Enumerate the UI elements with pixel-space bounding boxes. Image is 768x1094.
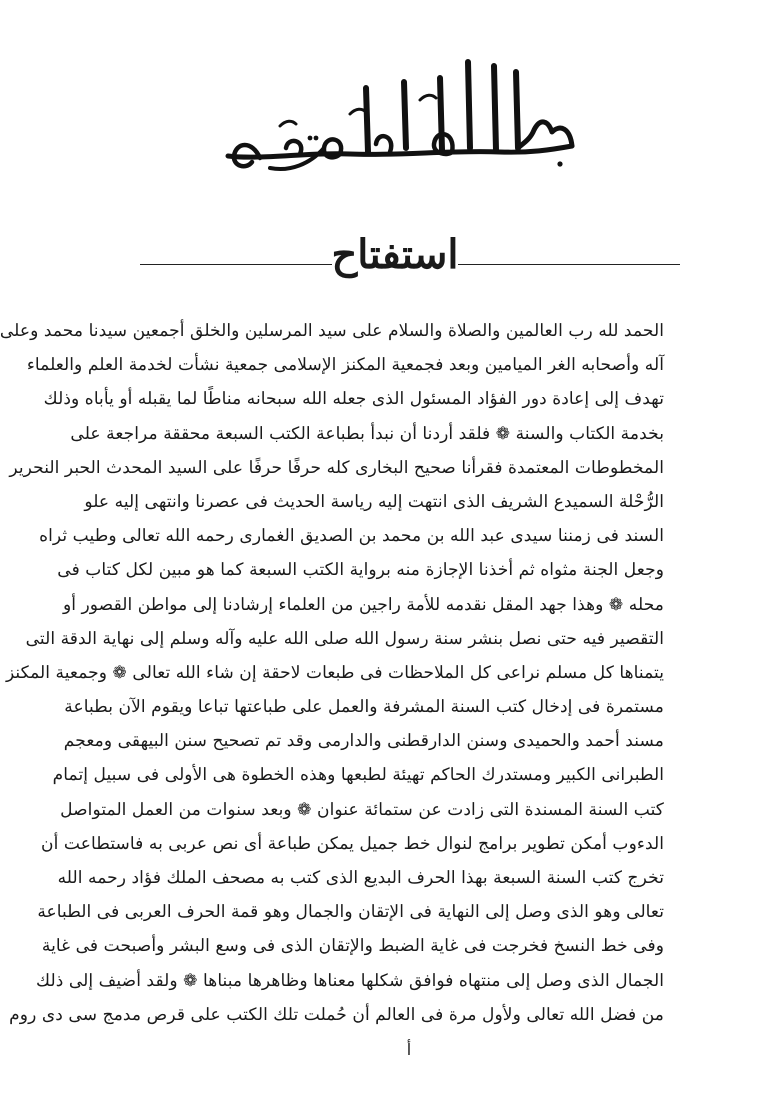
text-line: الحمد لله رب العالمين والصلاة والسلام على سيد المرسلين والخلق أجمعين سيدنا محمد وعلى	[0, 321, 664, 341]
text-line: كتب السنة المسندة التى زادت عن ستمائة عنوان ❁ وبعد سنوات من العمل المتواصل	[60, 799, 664, 820]
text-line: يتمناها كل مسلم نراعى كل الملاحظات فى طبعات لاحقة إن شاء الله تعالى ❁ وجمعية المكنز	[5, 662, 664, 683]
text-line: التقصير فيه حتى نصل بنشر سنة رسول الله صلى الله عليه وآله وسلم إلى نهاية الدقة التى	[25, 628, 664, 649]
text-line: وجعل الجنة مثواه ثم أخذنا الإجازة منه برواية الكتب السبعة كما هو مبين لكل كتاب فى	[57, 560, 664, 581]
text-line: الرُّحْلة السميدع الشريف الذى انتهت إليه رياسة الحديث فى عصرنا وانتهى إليه علو	[84, 491, 664, 512]
text-line: محله ❁ وهذا جهد المقل نقدمه للأمة راجين من العلماء إرشادنا إلى مواطن القصور أو	[62, 594, 664, 615]
basmala-calligraphy	[200, 48, 600, 178]
text-line: مسند أحمد والحميدى وسنن الدارقطنى والدارمى وقد تم تصحيح سنن البيهقى ومعجم	[63, 731, 664, 752]
text-line: من فضل الله تعالى ولأول مرة فى العالم أن حُملت تلك الكتب على قرص مدمج سى دى روم	[9, 1004, 664, 1025]
text-line: الطبرانى الكبير ومستدرك الحاكم تهيئة لطبعها وهذه الخطوة هى الأولى فى سبيل إتمام	[52, 765, 664, 786]
text-line: الدءوب أمكن تطوير برامج لنوال خط جميل يمكن طباعة أى نص عربى به فاستطاعت أن	[41, 833, 664, 854]
basmala-calligraphy-art	[200, 48, 600, 178]
text-line: مستمرة فى إدخال كتب السنة المشرفة والعمل على طباعتها تباعا ويقوم الآن بطباعة	[64, 697, 664, 718]
text-line: تعالى وهو الذى وصل إلى النهاية فى الإتقان والجمال وهو قمة الحرف العربى فى الطباعة	[37, 902, 664, 923]
text-line: وفى خط النسخ فخرجت فى غاية الضبط والإتقان الذى فى وسع البشر وأصبحت فى غاية	[41, 936, 664, 957]
page-number: أ	[406, 1040, 412, 1059]
text-line: الجمال الذى وصل إلى منتهاه فوافق شكلها معناها وظاهرها مبناها ❁ ولقد أضيف إلى ذلك	[35, 970, 664, 991]
text-line: السند فى زمننا سيدى عبد الله بن محمد بن الصديق الغمارى رحمه الله تعالى وطيب ثراه	[39, 526, 664, 547]
text-line: تخرج كتب السنة السبعة بهذا الحرف البديع الذى كتب به مصحف الملك فؤاد رحمه الله	[57, 868, 664, 888]
text-line: آله وأصحابه الغر الميامين وبعد فجمعية المكنز الإسلامى جمعية نشأت لخدمة العلم والعلماء	[26, 355, 664, 376]
heading-rule-left	[140, 264, 332, 265]
section-heading	[140, 222, 680, 292]
section-title: استفتاح	[331, 231, 459, 278]
introduction-text	[0, 314, 664, 1032]
text-line: تهدف إلى إعادة دور الفؤاد المسئول الذى جعله الله سبحانه مناطًا لما يقبله أو يأباه وذلك	[43, 389, 664, 410]
text-line: بخدمة الكتاب والسنة ❁ فلقد أردنا أن نبدأ بطباعة الكتب السبعة محققة مراجعة على	[70, 423, 664, 444]
text-line: المخطوطات المعتمدة فقرأنا صحيح البخارى كله حرفًا حرفًا على السيد المحدث الحبر النحرير	[9, 457, 664, 478]
heading-rule-right	[458, 264, 680, 265]
